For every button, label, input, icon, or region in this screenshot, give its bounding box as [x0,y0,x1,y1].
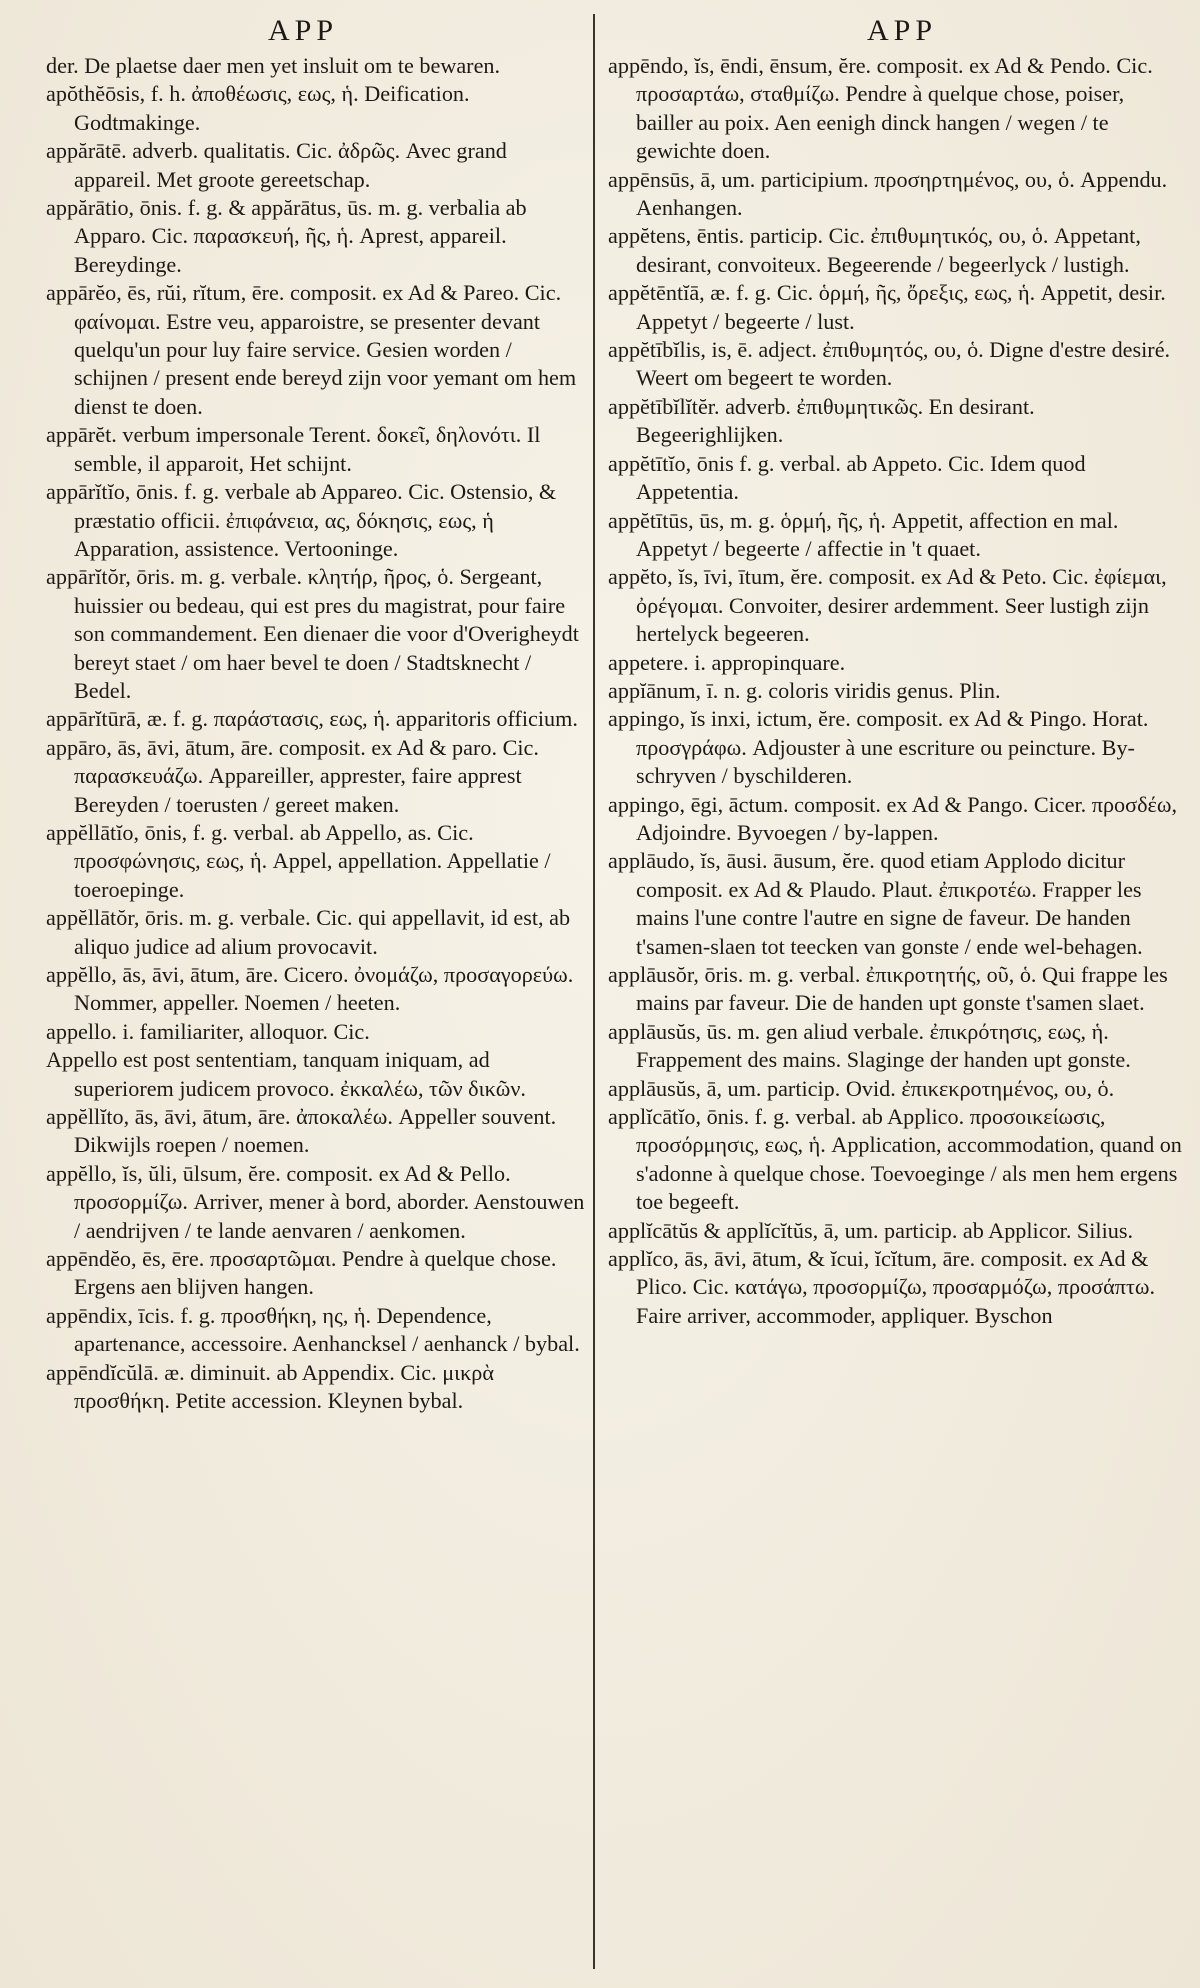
dictionary-entry: appārĕt. verbum impersonale Terent. δοκεῖ, δηλονότι. Il semble, il apparoit, Het schijnt. [46,422,541,476]
dictionary-entry: appēndix, īcis. f. g. προσθήκη, ης, ἡ. Dependence, apartenance, accessoire. Aenhancksel / aenhanck / bybal. [46,1302,580,1357]
dictionary-entry: applāusŭs, ā, um. particip. Ovid. ἐπικεκροτημένος, ου, ὁ. [608,1075,1115,1101]
dictionary-entry: appĕllo, ās, āvi, ātum, āre. Cicero. ὀνομάζω, προσαγορεύω. Nommer, appeller. Noemen / heeten. [46,962,574,1016]
dictionary-entry: appēndo, ĭs, ēndi, ēnsum, ĕre. composit. ex Ad & Pendo. Cic. προσαρτάω, σταθμίζω. Pendre à quelque chose, poiser, bailler au poix. Aen eenigh dinck hangen / wegen / te gewichte doen. [608,53,1153,164]
dictionary-entry: appĕllĭto, ās, āvi, ātum, āre. ἀποκαλέω. Appeller souvent. Dikwijls roepen / noemen. [46,1104,557,1158]
dictionary-entry: der. De plaetse daer men yet insluit om te bewaren. [46,53,501,78]
dictionary-entry: appĕtībĭlĭtĕr. adverb. ἐπιθυμητικῶς. En desirant. Begeerighlijken. [608,393,1035,448]
dictionary-entry: appārĭtĭo, ōnis. f. g. verbale ab Appareo. Cic. Ostensio, & præstatio officii. ἐπιφάνεια, ας, δόκησις, εως, ἡ Apparation, assistence. Vertooninge. [46,479,557,561]
dictionary-entry: appĕto, ĭs, īvi, ītum, ĕre. composit. ex Ad & Peto. Cic. ἐφίεμαι, ὀρέγομαι. Convoiter, desirer ardemment. Seer lustigh zijn hertelyck begeeren. [608,564,1167,647]
dictionary-entry: appĕtītūs, ūs, m. g. ὁρμή, ῆς, ἡ. Appetit, affection en mal. Appetyt / begeerte / affectie in 't quaet. [608,507,1119,561]
dictionary-entry: applāusŏr, ōris. m. g. verbal. ἐπικροτητής, οῦ, ὁ. Qui frappe les mains par faveur. Die de handen upt gonste t'samen slaet. [608,962,1168,1016]
left-column [46,52,586,1977]
dictionary-entry: appārĭtūrā, æ. f. g. παράστασις, εως, ἡ. apparitoris officium. [46,706,578,732]
running-header [0,14,1200,54]
dictionary-entry: appĕtītĭo, ōnis f. g. verbal. ab Appeto. Cic. Idem quod Appetentia. [608,450,1086,505]
dictionary-entry: applĭco, ās, āvi, ātum, & ĭcui, ĭcĭtum, āre. composit. ex Ad & Plico. Cic. κατάγω, προσορμίζω, προσαρμόζω, προσάπτω. Faire arriver, accommoder, appliquer. Byschon [608,1246,1156,1328]
dictionary-entry: Appello est post sententiam, tanquam iniquam, ad superiorem judicem provoco. ἐκκαλέω, τῶν δικῶν. [46,1047,526,1101]
right-column-header: APP [867,14,938,47]
dictionary-entry: appēndĕo, ēs, ēre. προσαρτῶμαι. Pendre à quelque chose. Ergens aen blijven hangen. [46,1246,557,1300]
dictionary-entry: appĕtens, ēntis. particip. Cic. ἐπιθυμητικός, ου, ὁ. Appetant, desirant, convoiteux. Begeerende / begeerlyck / lustigh. [608,223,1141,277]
dictionary-entry: appingo, ĭs inxi, ictum, ĕre. composit. ex Ad & Pingo. Horat. προσγράφω. Adjouster à une escriture ou peincture. By-schryven / byschilderen. [608,706,1149,789]
dictionary-entry: appĕllo, ĭs, ŭli, ūlsum, ĕre. composit. ex Ad & Pello. προσορμίζω. Arriver, mener à bord, aborder. Aenstouwen / aendrijven / te lande aenvaren / aenkomen. [46,1160,585,1243]
left-column-header: APP [268,14,339,47]
dictionary-entry: appetere. i. appropinquare. [608,649,846,675]
dictionary-entry: appingo, ēgi, āctum. composit. ex Ad & Pango. Cicer. προσδέω, Adjoindre. Byvoegen / by-lappen. [608,791,1177,845]
dictionary-entry: applĭcātĭo, ōnis. f. g. verbal. ab Applico. προσοικείωσις, προσόρμησις, εως, ἡ. Application, accommodation, quand on s'adonne à quelque chose. Toevoeginge / als men hem ergens toe begeeft. [608,1104,1182,1215]
dictionary-entry: appārĭtŏr, ōris. m. g. verbale. κλητήρ, ῆρος, ὁ. Sergeant, huissier ou bedeau, qui est pres du magistrat, pour faire son commandement. Een dienaer die voor d'Overigheydt bereyt staet / om haer bevel te doen / Stadtsknecht / Bedel. [46,564,579,703]
right-column [608,52,1182,1977]
dictionary-entry: appārĕo, ēs, rŭi, rĭtum, ēre. composit. ex Ad & Pareo. Cic. φαίνομαι. Estre veu, apparoistre, se presenter devant quelqu'un pour luy faire service. Gesien worden / schijnen / present ende bereyd zijn voor yemant om hem dienst te doen. [46,280,577,419]
dictionary-entry: appĕllātŏr, ōris. m. g. verbale. Cic. qui appellavit, id est, ab aliquo judice ad alium provocavit. [46,905,571,959]
dictionary-entry: applāudo, ĭs, āusi. āusum, ĕre. quod etiam Applodo dicitur composit. ex Ad & Plaudo. Plaut. ἐπικροτέω. Frapper les mains l'une contre l'autre en signe de faveur. De handen t'samen-slaen tot teecken van gonste / ende wel-behagen. [608,848,1143,959]
column-divider [593,14,595,1969]
dictionary-entry: appĕtībĭlis, is, ē. adject. ἐπιθυμητός, ου, ὁ. Digne d'estre desiré. Weert om begeert te worden. [608,337,1171,391]
dictionary-entry: appĕllātĭo, ōnis, f. g. verbal. ab Appello, as. Cic. προσφώνησις, εως, ἡ. Appel, appellation. Appellatie / toeroepinge. [46,819,551,902]
dictionary-entry: appēnsūs, ā, um. participium. προσηρτημένος, ου, ὁ. Appendu. Aenhangen. [608,166,1168,221]
dictionary-entry: appărātio, ōnis. f. g. & appărātus, ūs. m. g. verbalia ab Apparo. Cic. παρασκευή, ῆς, ἡ. Aprest, appareil. Bereydinge. [46,195,527,277]
dictionary-entry: appāro, ās, āvi, ātum, āre. composit. ex Ad & paro. Cic. παρασκευάζω. Appareiller, apprester, faire apprest Bereyden / toerusten / gereet maken. [46,734,539,817]
dictionary-entry: appĭānum, ī. n. g. coloris viridis genus. Plin. [608,677,1001,703]
dictionary-entry: applāusŭs, ūs. m. gen aliud verbale. ἐπικρότησις, εως, ἡ. Frappement des mains. Slaginge der handen upt gonste. [608,1018,1131,1073]
dictionary-entry: appello. i. familiariter, alloquor. Cic. [46,1018,370,1044]
dictionary-entry: applĭcātŭs & applĭcĭtŭs, ā, um. particip. ab Applicor. Silius. [608,1217,1134,1243]
dictionary-entry: apŏthĕōsis, f. h. ἀποθέωσις, εως, ἡ. Deification. Godtmakinge. [46,81,470,135]
dictionary-entry: appĕtēntĭā, æ. f. g. Cic. ὁρμή, ῆς, ὄρεξις, εως, ἡ. Appetit, desir. Appetyt / begeerte / lust. [608,280,1166,334]
dictionary-entry: appărātē. adverb. qualitatis. Cic. ἀδρῶς. Avec grand appareil. Met groote gereetschap. [46,138,507,192]
dictionary-entry: appēndĭcŭlā. æ. diminuit. ab Appendix. Cic. μικρὰ προσθήκη. Petite accession. Kleynen bybal. [46,1359,494,1414]
